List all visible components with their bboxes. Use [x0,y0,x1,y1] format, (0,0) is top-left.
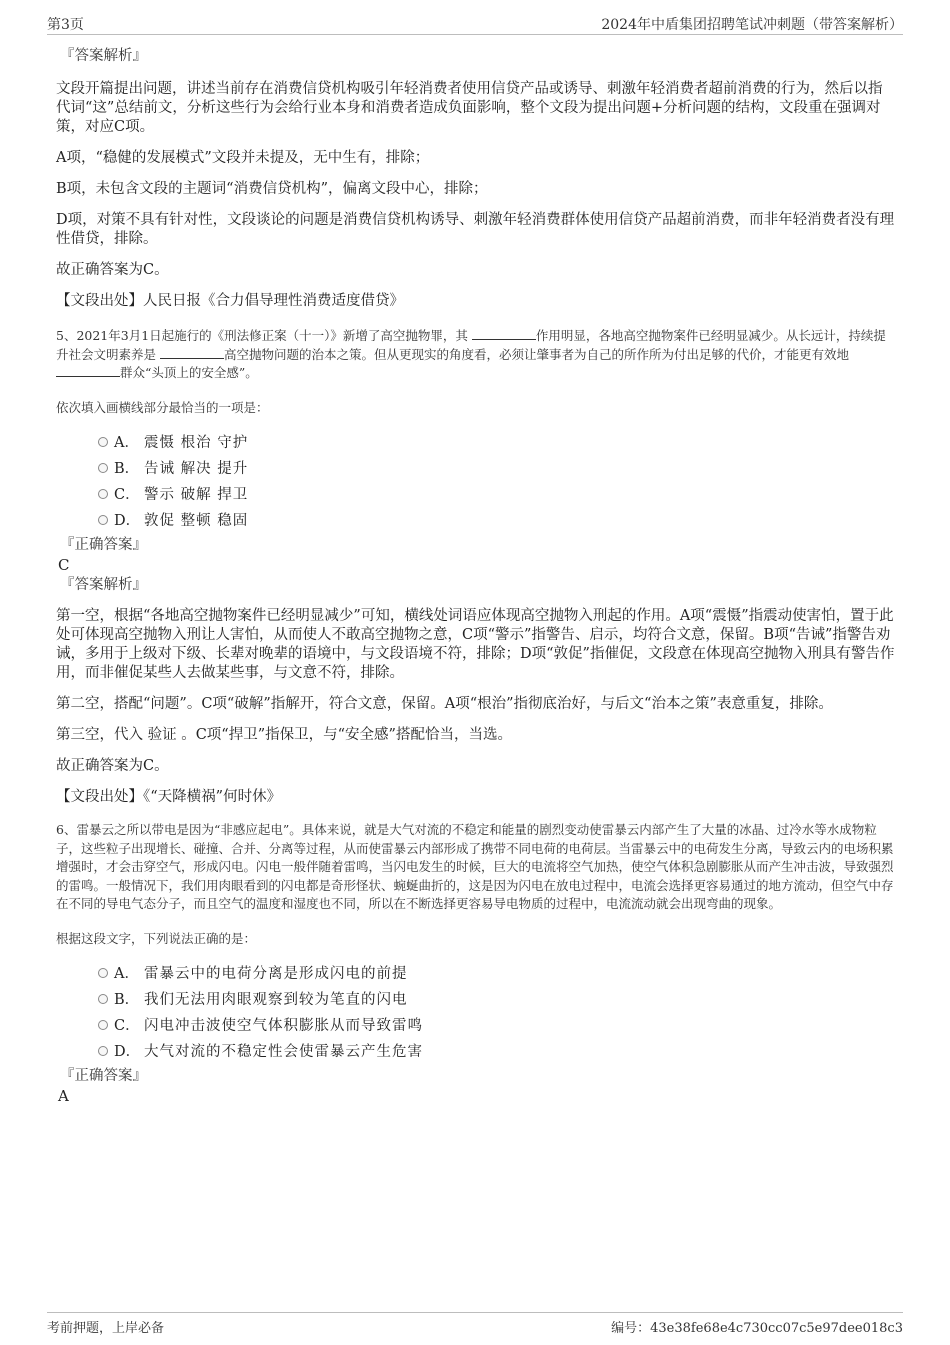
q5-options [56,429,896,533]
radio-icon[interactable] [98,437,108,447]
q5-analysis-paragraph: 第二空，搭配“问题”。C项“破解”指解开，符合文意，保留。A项“根治”指彻底治好，与后文“治本之策”表意重复，排除。 [56,696,833,712]
document-body [56,46,896,1106]
q4-source: 【文段出处】人民日报《合力倡导理性消费适度借贷》 [56,293,404,309]
blank-line [160,346,224,359]
q4-answer-line: 故正确答案为C。 [56,262,169,278]
radio-icon[interactable] [98,1046,108,1056]
q6-option-d[interactable]: D． 大气对流的不稳定性会使雷暴云产生危害 [56,1038,896,1064]
q4-analysis-label: 『答案解析』 [60,48,147,64]
radio-icon[interactable] [98,1020,108,1030]
blank-line [472,327,536,340]
radio-icon[interactable] [98,968,108,978]
radio-icon[interactable] [98,994,108,1004]
q6-correct-label: 『正确答案』 [60,1068,147,1084]
q6-option-c[interactable]: C． 闪电冲击波使空气体积膨胀从而导致雷鸣 [56,1012,896,1038]
page-header [47,14,903,35]
q5-option-b[interactable]: B． 告诫 解决 提升 [56,455,896,481]
footer-slogan: 考前押题，上岸必备 [47,1321,165,1336]
q5-option-a[interactable]: A． 震慑 根治 守护 [56,429,896,455]
page-number: 第3页 [47,17,84,33]
q6-option-a[interactable]: A． 雷暴云中的电荷分离是形成闪电的前提 [56,960,896,986]
document-title: 2024年中盾集团招聘笔试冲刺题（带答案解析） [601,17,903,33]
q5-correct-label: 『正确答案』 [60,537,147,553]
q5-correct-answer: C [58,556,70,574]
q6-stem: 6、雷暴云之所以带电是因为“非感应起电”。具体来说，就是大气对流的不稳定和能量的剧烈变动使雷暴云内部产生了大量的冰晶、过冷水等水成物粒子，这些粒子出现增长、碰撞、合并、分离等过程，从而使雷暴云内部形成了携带不同电荷的电荷层。当雷暴云中的电荷发生分离，导致云内的电场积累增强时，才会击穿空气，形成闪电。闪电一般伴随着雷鸣，当闪电发生的时候，巨大的电流将空气加热，使空气体积急剧膨胀从而产生冲击波，导致强烈的雷鸣。一般情况下，我们用肉眼看到的闪电都是奇形怪状、蜿蜒曲折的，这是因为闪电在放电过程中，电流会选择更容易通过的地方流动，但空气中存在不同的导电气态分子，而且空气的温度和湿度也不同，所以在不断选择更容易导电物质的过程中，电流流动就会出现弯曲的现象。 [56,822,894,911]
q5-analysis-label: 『答案解析』 [60,577,147,593]
q6-options [56,960,896,1064]
radio-icon[interactable] [98,463,108,473]
radio-icon[interactable] [98,515,108,525]
q5-analysis-paragraph: 第一空，根据“各地高空抛物案件已经明显减少”可知，横线处词语应体现高空抛物入刑起的作用。A项“震慑”指震动使害怕，置于此处可体现高空抛物入刑让人害怕，从而使人不敢高空抛物之意，C项“警示”指警告、启示，均符合文意，保留。B项“告诫”指警告劝诫，多用于上级对下级、长辈对晚辈的语境中，与文段语境不符，排除；D项“敦促”指催促，文段意在体现高空抛物入刑具有警告作用，而非催促某些人去做某些事，与文意不符，排除。 [56,608,895,681]
q6-correct-answer: A [58,1087,69,1105]
q5-option-c[interactable]: C． 警示 破解 捍卫 [56,481,896,507]
q5-stem: 5、2021年3月1日起施行的《刑法修正案（十一）》新增了高空抛物罪，其 作用明显，各地高空抛物案件已经明显减少。从长远计，持续提升社会文明素养是 高空抛物问题的治本之策。但从更现实的角度看，必须让肇事者为自己的所作所为付出足够的代价，才能更有效地 群众“头顶上的安全感”。 [56,328,886,380]
q5-option-d[interactable]: D． 敦促 整顿 稳固 [56,507,896,533]
q4-analysis-paragraph: A项，“稳健的发展模式”文段并未提及，无中生有，排除； [56,150,430,166]
q4-analysis-paragraph: 文段开篇提出问题，讲述当前存在消费信贷机构吸引年轻消费者使用信贷产品或诱导、刺激年轻消费者超前消费的行为，然后以指代词“这”总结前文，分析这些行为会给行业本身和消费者造成负面影响，整个文段为提出问题+分析问题的结构，文段重在强调对策，对应C项。 [56,81,883,135]
q5-source: 【文段出处】《“天降横祸”何时休》 [56,789,282,805]
page-footer [47,1312,903,1335]
q5-answer-line: 故正确答案为C。 [56,758,169,774]
q6-prompt: 根据这段文字，下列说法正确的是： [56,930,257,946]
blank-line [56,364,120,377]
q5-prompt: 依次填入画横线部分最恰当的一项是： [56,399,269,415]
radio-icon[interactable] [98,489,108,499]
q4-analysis-paragraph: D项，对策不具有针对性，文段谈论的问题是消费信贷机构诱导、刺激年轻消费群体使用信贷产品超前消费，而非年轻消费者没有理性借贷，排除。 [56,212,895,247]
document-code: 编号：43e38fe68e4c730cc07c5e97dee018c3 [611,1321,903,1336]
q4-analysis-paragraph: B项，未包含文段的主题词“消费信贷机构”，偏离文段中心，排除； [56,181,488,197]
q5-analysis-paragraph: 第三空，代入 验证 。C项“捍卫”指保卫，与“安全感”搭配恰当，当选。 [56,727,512,743]
q6-option-b[interactable]: B． 我们无法用肉眼观察到较为笔直的闪电 [56,986,896,1012]
